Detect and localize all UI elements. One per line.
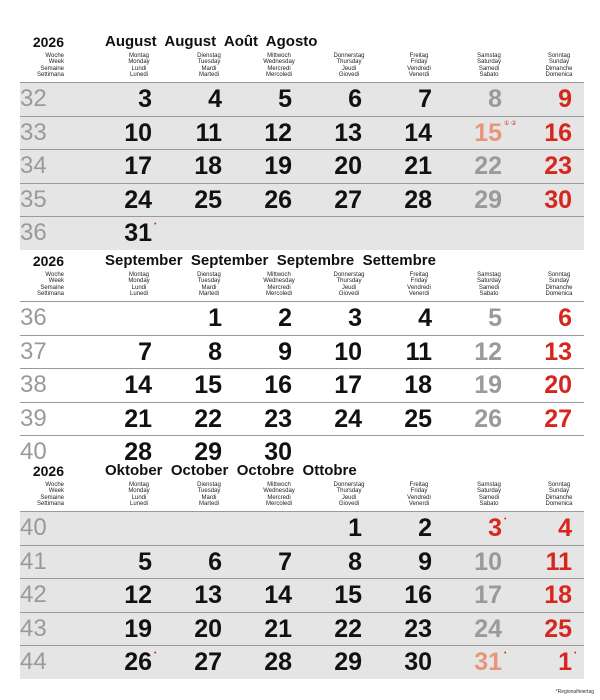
day-cell: 7 — [278, 547, 292, 576]
week-row — [20, 149, 584, 183]
weekday-header-label: Martedi — [198, 290, 219, 297]
day-cell: 16 — [544, 118, 572, 147]
day-cell: 14 — [124, 371, 152, 399]
month-header — [20, 252, 584, 301]
day-cell: 9 — [278, 337, 292, 366]
month-block — [20, 33, 584, 255]
day-cell: 2 — [278, 304, 292, 332]
year-label: 2026 — [32, 34, 64, 50]
weekday-header — [252, 272, 306, 297]
weekday-header — [462, 272, 516, 297]
day-cell: 25 — [194, 185, 222, 214]
weekday-header-label: Thursday — [336, 488, 362, 495]
month-name: August August Août Agosto — [105, 33, 318, 50]
weekday-header-label: Mardi — [201, 284, 217, 291]
weekday-header-label: Wednesday — [263, 59, 295, 66]
day-cell: 28 — [264, 648, 292, 676]
week-row — [20, 368, 584, 402]
weekday-header-label: Samstag — [477, 272, 501, 278]
weekday-header-label: Mercredi — [267, 284, 291, 291]
day-cell: 6 — [558, 304, 572, 332]
day-cell: 5 — [488, 304, 502, 332]
weekday-header — [112, 272, 166, 297]
day-cell: 11 — [195, 118, 222, 147]
weekday-header-label: Wednesday — [263, 278, 295, 285]
weekday-header-label: Montag — [128, 482, 149, 488]
day-cell: 2 — [418, 514, 432, 542]
weekday-header-label: Tuesday — [197, 488, 221, 495]
weekday-header-label: Thursday — [336, 278, 362, 285]
day-cell: 3 — [348, 304, 362, 332]
day-cell: 16 — [264, 371, 292, 399]
day-cell: 23 — [264, 404, 292, 433]
weekday-header-label: Tuesday — [197, 278, 221, 285]
weekday-header-label: Lunedi — [129, 290, 149, 297]
holiday-mark-icon: • — [504, 516, 507, 523]
weekday-header-label: Sunday — [548, 488, 570, 495]
weekday-header — [392, 272, 446, 297]
weekday-header-label: Vendredi — [407, 284, 431, 291]
week-number: 36 — [20, 219, 47, 246]
day-cell: 27 — [334, 185, 362, 214]
weekday-header-label: Dienstag — [197, 272, 221, 278]
weekday-header-label: Monday — [128, 59, 150, 66]
day-cell: 22 — [334, 614, 362, 643]
weekday-header-label: Domenica — [545, 500, 573, 507]
day-cell: 10 — [334, 337, 362, 366]
day-cell: 28 — [124, 438, 152, 466]
day-cell: 21 — [124, 404, 152, 433]
weekday-header-label: Vendredi — [407, 65, 431, 72]
day-cell: 20 — [334, 152, 362, 180]
weekday-header — [112, 53, 166, 78]
weekday-header — [322, 272, 376, 297]
day-cell: 5 — [278, 85, 292, 113]
day-cell: 20 — [544, 371, 572, 399]
weekday-header-label: Mercoledi — [265, 500, 292, 507]
week-column-header — [20, 53, 64, 78]
weekday-header — [462, 482, 516, 507]
weekday-header-label: Freitag — [409, 482, 429, 488]
week-number: 43 — [20, 614, 47, 642]
weekday-header-label: Martedi — [198, 500, 219, 507]
weekday-header-label: Friday — [410, 278, 428, 285]
day-cell: 8 — [208, 337, 222, 366]
day-cell: 10 — [474, 547, 502, 576]
weekday-header-label: Lundi — [131, 494, 147, 501]
day-cell: 9 — [558, 85, 572, 113]
day-cell: 11 — [545, 547, 572, 576]
weekday-header — [532, 272, 586, 297]
weekday-header-label: Giovedi — [338, 500, 360, 507]
day-cell: 19 — [264, 152, 292, 180]
weekday-header-label: Vendredi — [407, 494, 431, 501]
weekday-header-label: Sabato — [479, 71, 499, 78]
weekday-header-label: Semaine — [40, 65, 64, 72]
day-cell: 8 — [348, 547, 362, 576]
holiday-mark-icon: • — [154, 650, 157, 657]
month-header — [20, 462, 584, 511]
week-row — [20, 183, 584, 217]
weekday-header-label: Mercredi — [267, 494, 291, 501]
weekday-header-label: Dimanche — [545, 65, 573, 72]
weekday-header-label: Dimanche — [545, 284, 573, 291]
weekday-header — [182, 272, 236, 297]
week-number: 36 — [20, 304, 47, 331]
day-cell: 9 — [418, 547, 432, 576]
day-cell: 22 — [194, 404, 222, 433]
year-label: 2026 — [32, 253, 64, 269]
weekday-header-label: Freitag — [409, 53, 429, 59]
week-column-header — [20, 482, 64, 507]
day-cell: 27 — [194, 648, 222, 676]
weekday-header — [532, 482, 586, 507]
week-row — [20, 511, 584, 545]
day-cell: 31 — [474, 648, 502, 676]
week-row — [20, 578, 584, 612]
weekday-header-label: Mittwoch — [267, 482, 291, 488]
weekday-header-label: Mardi — [201, 494, 217, 501]
day-cell: 17 — [124, 152, 152, 180]
weekday-header-label: Dienstag — [197, 482, 221, 488]
weekday-header-label: Sabato — [479, 290, 499, 297]
weekday-header — [392, 53, 446, 78]
day-cell: 4 — [208, 85, 222, 113]
day-cell: 24 — [474, 614, 502, 643]
week-number: 40 — [20, 438, 47, 465]
weekday-header-label: Saturday — [476, 278, 501, 285]
weekday-header-label: Friday — [410, 488, 428, 495]
weekday-header-label: Dimanche — [545, 494, 573, 501]
day-cell: 21 — [404, 152, 432, 180]
day-cell: 19 — [474, 371, 502, 399]
weekday-header — [462, 53, 516, 78]
day-cell: 1 — [348, 514, 362, 542]
week-row — [20, 612, 584, 646]
weekday-header-label: Woche — [45, 272, 64, 278]
weekday-header-label: Tuesday — [197, 59, 221, 66]
day-cell: 29 — [194, 438, 222, 466]
week-number: 32 — [20, 85, 47, 112]
day-cell: 30 — [264, 438, 292, 466]
day-cell: 12 — [474, 337, 502, 366]
week-number: 38 — [20, 371, 47, 398]
week-row — [20, 301, 584, 335]
month-name: Oktober October Octobre Ottobre — [105, 462, 357, 479]
weekday-header-label: Woche — [45, 482, 64, 488]
weekday-header-label: Venerdi — [408, 290, 430, 297]
week-row — [20, 116, 584, 150]
day-cell: 15 — [194, 371, 222, 399]
weekday-header-label: Samstag — [477, 482, 501, 488]
weekday-header-label: Venerdi — [408, 500, 430, 507]
weekday-header-label: Week — [48, 488, 64, 495]
day-cell: 7 — [418, 85, 432, 113]
day-cell: 13 — [194, 581, 222, 609]
day-cell: 5 — [138, 547, 152, 576]
day-cell: 25 — [544, 614, 572, 643]
weekday-header-label: Freitag — [409, 272, 429, 278]
weekday-header — [532, 53, 586, 78]
holiday-mark-icon: ① ② — [504, 120, 517, 127]
week-row — [20, 402, 584, 436]
day-cell: 31 — [124, 219, 152, 247]
weekday-header-label: Sunday — [548, 278, 570, 285]
week-number: 37 — [20, 337, 47, 365]
month-block — [20, 462, 584, 682]
week-row — [20, 216, 584, 250]
day-cell: 22 — [474, 152, 502, 180]
day-cell: 1 — [558, 648, 572, 676]
day-cell: 26 — [124, 648, 152, 676]
day-cell: 4 — [418, 304, 432, 332]
day-cell: 14 — [404, 118, 432, 147]
weekday-header-label: Settimana — [36, 500, 64, 507]
weekday-header-label: Jeudi — [341, 65, 357, 72]
day-cell: 16 — [404, 581, 432, 609]
day-cell: 27 — [544, 404, 572, 433]
day-cell: 29 — [474, 185, 502, 214]
weekday-header-label: Woche — [45, 53, 64, 59]
day-cell: 8 — [488, 85, 502, 113]
day-cell: 30 — [544, 185, 572, 214]
day-cell: 18 — [194, 152, 222, 180]
weekday-header-label: Giovedi — [338, 290, 360, 297]
weekday-header-label: Lundi — [131, 65, 147, 72]
weekday-header — [392, 482, 446, 507]
weekday-header — [182, 53, 236, 78]
footnote: *Regionalfeiertag — [555, 689, 594, 695]
weekday-header-label: Jeudi — [341, 284, 357, 291]
weekday-header-label: Mittwoch — [267, 272, 291, 278]
weekday-header-label: Mittwoch — [267, 53, 291, 59]
day-cell: 24 — [334, 404, 362, 433]
day-cell: 12 — [124, 581, 152, 609]
day-cell: 19 — [124, 614, 152, 643]
weekday-header-label: Friday — [410, 59, 428, 66]
week-row — [20, 82, 584, 116]
week-row — [20, 645, 584, 679]
day-cell: 15 — [334, 581, 362, 609]
day-cell: 26 — [264, 185, 292, 214]
holiday-mark-icon: • — [574, 650, 577, 657]
weekday-header-label: Donnerstag — [333, 53, 365, 59]
weekday-header-label: Lundi — [131, 284, 147, 291]
day-cell: 29 — [334, 648, 362, 676]
weekday-header-label: Samstag — [477, 53, 501, 59]
week-number: 41 — [20, 547, 47, 575]
day-cell: 15 — [474, 118, 502, 147]
weekday-header-label: Dienstag — [197, 53, 221, 59]
month-name: September September Septembre Settembre — [105, 252, 436, 269]
weekday-header-label: Lunedi — [129, 71, 149, 78]
weekday-header-label: Venerdi — [408, 71, 430, 78]
weekday-header-label: Mercoledi — [265, 290, 292, 297]
weekday-header-label: Mercredi — [267, 65, 291, 72]
day-cell: 4 — [558, 514, 572, 542]
day-cell: 21 — [264, 614, 292, 643]
weekday-header-label: Saturday — [476, 488, 501, 495]
weekday-header-label: Samedi — [478, 65, 500, 72]
weekday-header-label: Thursday — [336, 59, 362, 66]
weekday-header-label: Donnerstag — [333, 482, 365, 488]
day-cell: 17 — [334, 371, 362, 399]
day-cell: 3 — [138, 85, 152, 113]
weekday-header — [252, 53, 306, 78]
weekday-header-label: Giovedi — [338, 71, 360, 78]
weekday-header-label: Montag — [128, 53, 149, 59]
day-cell: 18 — [404, 371, 432, 399]
weekday-header-label: Settimana — [36, 290, 64, 297]
day-cell: 26 — [474, 404, 502, 433]
weekday-header-label: Sonntag — [547, 272, 571, 278]
day-cell: 20 — [194, 614, 222, 643]
day-cell: 23 — [544, 152, 572, 180]
week-row — [20, 545, 584, 579]
weekday-header-label: Donnerstag — [333, 272, 365, 278]
weekday-header-label: Montag — [128, 272, 149, 278]
day-cell: 1 — [208, 304, 222, 332]
week-number: 34 — [20, 152, 47, 179]
day-cell: 10 — [124, 118, 152, 147]
weekday-header-label: Sunday — [548, 59, 570, 66]
weekday-header-label: Sabato — [479, 500, 499, 507]
week-row — [20, 335, 584, 369]
day-cell: 6 — [208, 547, 222, 576]
weekday-header-label: Lunedi — [129, 500, 149, 507]
day-cell: 6 — [348, 85, 362, 113]
weekday-header-label: Jeudi — [341, 494, 357, 501]
weekday-header — [252, 482, 306, 507]
day-cell: 18 — [544, 581, 572, 609]
weekday-header-label: Semaine — [40, 494, 64, 501]
weekday-header-label: Settimana — [36, 71, 64, 78]
month-block — [20, 252, 584, 466]
week-number: 42 — [20, 581, 47, 608]
day-cell: 14 — [264, 581, 292, 609]
week-number: 40 — [20, 514, 47, 541]
day-cell: 13 — [334, 118, 362, 147]
weekday-header-label: Mercoledi — [265, 71, 292, 78]
day-cell: 3 — [488, 514, 502, 542]
day-cell: 28 — [404, 185, 432, 214]
weekday-header-label: Samedi — [478, 494, 500, 501]
week-number: 35 — [20, 185, 47, 213]
day-cell: 25 — [404, 404, 432, 433]
weekday-header — [322, 53, 376, 78]
day-cell: 11 — [405, 337, 432, 366]
weekday-header-label: Martedi — [198, 71, 219, 78]
weekday-header — [182, 482, 236, 507]
holiday-mark-icon: • — [504, 650, 507, 657]
weekday-header-label: Saturday — [476, 59, 501, 66]
week-column-header — [20, 272, 64, 297]
weekday-header-label: Sonntag — [547, 482, 571, 488]
day-cell: 17 — [474, 581, 502, 609]
month-header — [20, 33, 584, 82]
day-cell: 13 — [544, 337, 572, 366]
day-cell: 30 — [404, 648, 432, 676]
weekday-header — [112, 482, 166, 507]
year-label: 2026 — [32, 463, 64, 479]
weekday-header-label: Wednesday — [263, 488, 295, 495]
weekday-header-label: Monday — [128, 488, 150, 495]
day-cell: 7 — [138, 337, 152, 366]
weekday-header — [322, 482, 376, 507]
weekday-header-label: Domenica — [545, 290, 573, 297]
day-cell: 23 — [404, 614, 432, 643]
weekday-header-label: Monday — [128, 278, 150, 285]
week-number: 44 — [20, 648, 47, 675]
weekday-header-label: Sonntag — [547, 53, 571, 59]
weekday-header-label: Week — [48, 278, 64, 285]
day-cell: 24 — [124, 185, 152, 214]
holiday-mark-icon: • — [154, 221, 157, 228]
weekday-header-label: Samedi — [478, 284, 500, 291]
week-number: 33 — [20, 118, 47, 146]
weekday-header-label: Week — [48, 59, 64, 66]
weekday-header-label: Semaine — [40, 284, 64, 291]
weekday-header-label: Domenica — [545, 71, 573, 78]
day-cell: 12 — [264, 118, 292, 147]
week-number: 39 — [20, 404, 47, 432]
weekday-header-label: Mardi — [201, 65, 217, 72]
